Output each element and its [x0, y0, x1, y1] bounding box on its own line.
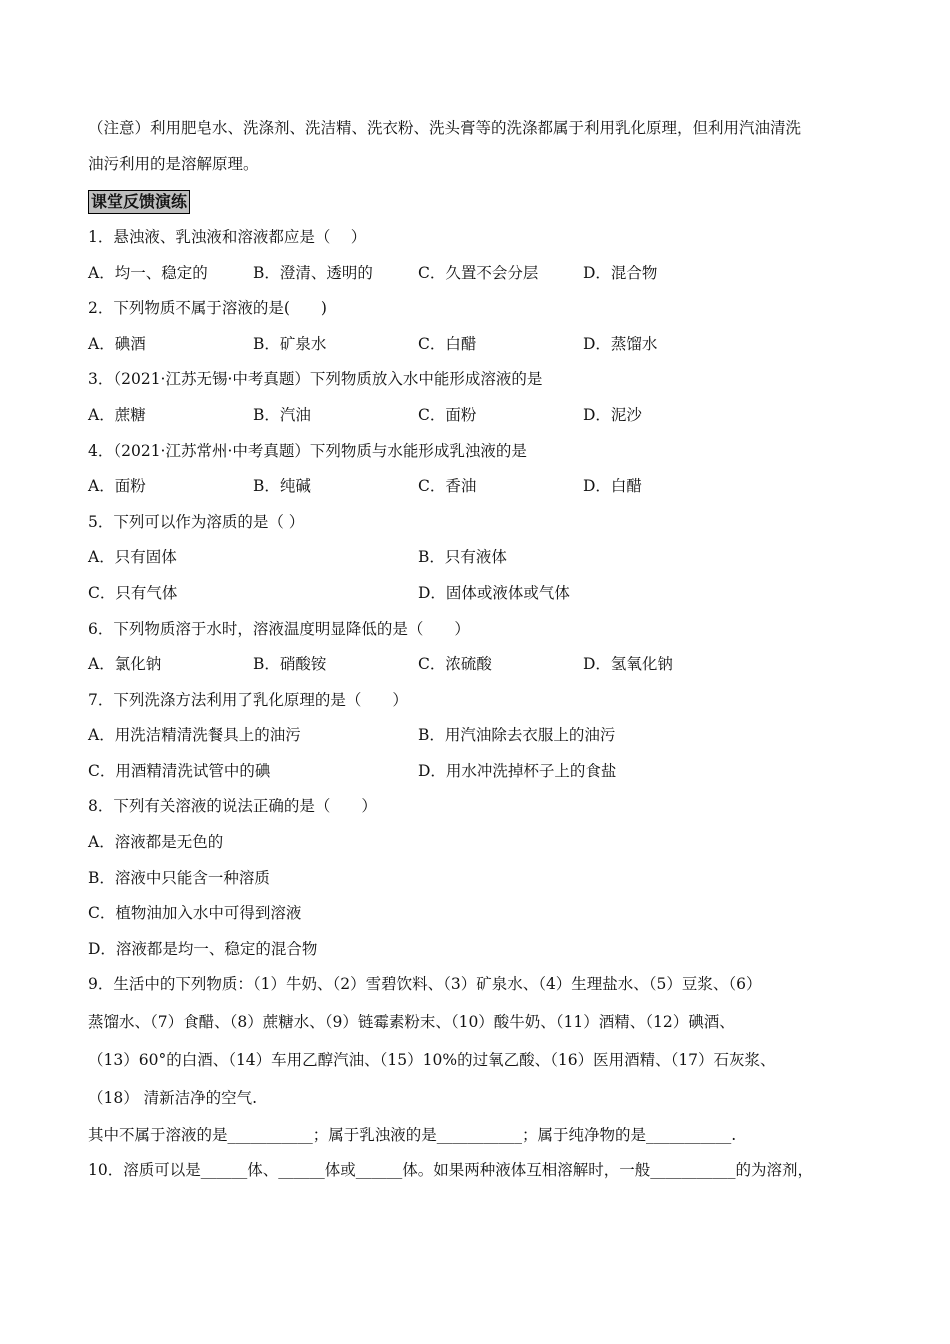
note-line-2: 油污利用的是溶解原理。	[88, 155, 259, 173]
option-b: B．纯碱	[253, 477, 311, 495]
question-3-stem: 3．（2021·江苏无锡·中考真题）下列物质放入水中能形成溶液的是	[88, 370, 543, 388]
option-d: D．固体或液体或气体	[418, 584, 570, 602]
section-title: 课堂反馈演练	[88, 190, 190, 214]
option-a: A．蔗糖	[88, 406, 146, 424]
option-d: D．氢氧化钠	[583, 655, 673, 673]
option-a: A．均一、稳定的	[88, 264, 208, 282]
option-b: B．硝酸铵	[253, 655, 327, 673]
question-5-stem: 5．下列可以作为溶质的是（ ）	[88, 513, 305, 531]
question-9-line-2: 蒸馏水、（7）食醋、（8）蔗糖水、（9）链霉素粉末、（10）酸牛奶、（11）酒精、（12）碘酒、	[88, 1013, 735, 1031]
option-c: C．用酒精清洗试管中的碘	[88, 762, 271, 780]
option-d: D．蒸馏水	[583, 335, 658, 353]
option-a: A．溶液都是无色的	[88, 833, 224, 851]
question-5-options-row-2	[88, 583, 868, 603]
option-d: D．白醋	[583, 477, 642, 495]
option-b: B．矿泉水	[253, 335, 327, 353]
question-9-line-1: 9．生活中的下列物质：（1）牛奶、（2）雪碧饮料、（3）矿泉水、（4）生理盐水、（5）豆浆、（6）	[88, 975, 762, 993]
option-b: B．用汽油除去衣服上的油污	[418, 726, 616, 744]
option-c: C．只有气体	[88, 584, 178, 602]
option-b: B．澄清、透明的	[253, 264, 373, 282]
option-c: C．面粉	[418, 406, 477, 424]
question-9-line-4: （18） 清新洁净的空气.	[88, 1089, 258, 1107]
option-d: D．泥沙	[583, 406, 642, 424]
question-4-stem: 4．（2021·江苏常州·中考真题）下列物质与水能形成乳浊液的是	[88, 442, 527, 460]
question-9-blanks: 其中不属于溶液的是___________；属于乳浊液的是___________；属于纯净物的是___________.	[88, 1126, 737, 1144]
option-a: A．用洗洁精清洗餐具上的油污	[88, 726, 301, 744]
question-4-options	[88, 476, 868, 496]
question-6-stem: 6．下列物质溶于水时，溶液温度明显降低的是（ ）	[88, 620, 470, 638]
option-d: D．溶液都是均一、稳定的混合物	[88, 940, 318, 958]
option-c: C．浓硫酸	[418, 655, 492, 673]
option-d: D．用水冲洗掉杯子上的食盐	[418, 762, 617, 780]
question-7-options-row-1	[88, 725, 868, 745]
option-c: C．香油	[418, 477, 477, 495]
question-2-stem: 2．下列物质不属于溶液的是( )	[88, 299, 327, 317]
question-1-stem: 1．悬浊液、乳浊液和溶液都应是（ ）	[88, 228, 367, 246]
option-a: A．氯化钠	[88, 655, 162, 673]
option-a: A．面粉	[88, 477, 146, 495]
option-c: C．白醋	[418, 335, 477, 353]
question-7-stem: 7．下列洗涤方法利用了乳化原理的是（ ）	[88, 691, 408, 709]
option-a: A．碘酒	[88, 335, 146, 353]
option-b: B．汽油	[253, 406, 311, 424]
option-d: D．混合物	[583, 264, 658, 282]
question-2-options	[88, 334, 868, 354]
question-6-options	[88, 654, 868, 674]
question-10-line-1: 10．溶质可以是______体、______体或______体。如果两种液体互相溶解时，一般___________的为溶剂，	[88, 1161, 813, 1179]
question-1-options	[88, 263, 868, 283]
question-7-options-row-2	[88, 761, 868, 781]
question-9-line-3: （13）60°的白酒、（14）车用乙醇汽油、（15）10%的过氧乙酸、（16）医用酒精、（17）石灰浆、	[88, 1051, 776, 1069]
option-a: A．只有固体	[88, 548, 177, 566]
question-5-options-row-1	[88, 547, 868, 567]
question-3-options	[88, 405, 868, 425]
note-line-1: （注意）利用肥皂水、洗涤剂、洗洁精、洗衣粉、洗头膏等的洗涤都属于利用乳化原理，但利用汽油清洗	[88, 119, 802, 137]
option-b: B．只有液体	[418, 548, 507, 566]
question-8-stem: 8．下列有关溶液的说法正确的是（ ）	[88, 797, 377, 815]
option-b: B．溶液中只能含一种溶质	[88, 869, 270, 887]
option-c: C．久置不会分层	[418, 264, 539, 282]
option-c: C．植物油加入水中可得到溶液	[88, 904, 302, 922]
